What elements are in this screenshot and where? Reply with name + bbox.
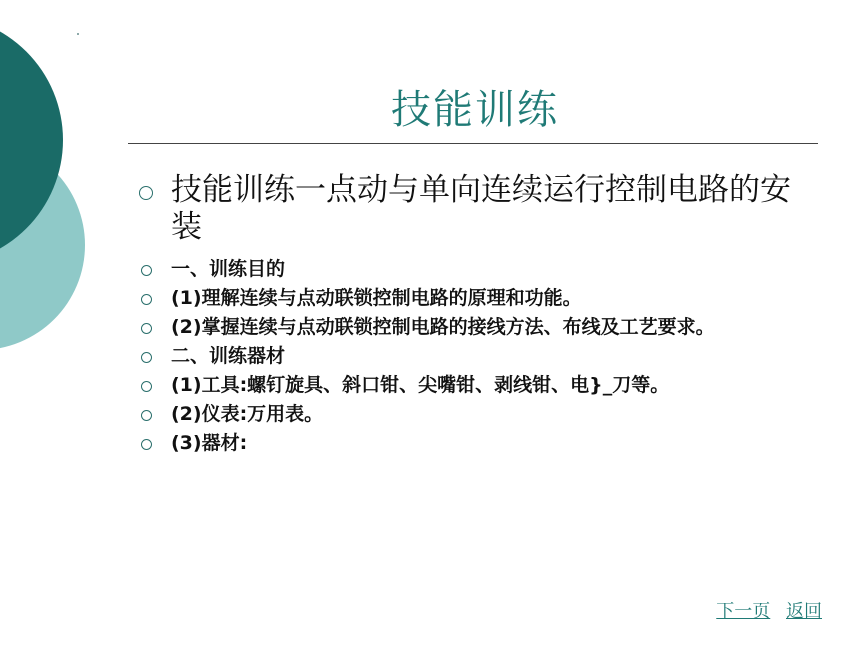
slide-title: 技能训练 bbox=[391, 87, 559, 133]
slide-nav bbox=[706, 597, 822, 623]
list-item bbox=[135, 316, 815, 338]
circle-bullet-icon bbox=[141, 439, 152, 450]
list-item bbox=[135, 345, 815, 367]
circle-bullet-icon bbox=[141, 294, 152, 305]
list-item-text: 二、训练器材 bbox=[171, 345, 286, 367]
list-item bbox=[135, 374, 815, 396]
list-item bbox=[135, 287, 815, 309]
list-item-text: 技能训练一点动与单向连续运行控制电路的安装 bbox=[171, 172, 791, 245]
small-dot bbox=[77, 33, 79, 35]
list-item-text: 一、训练目的 bbox=[171, 258, 286, 280]
list-item-text: (2)仪表:万用表。 bbox=[171, 403, 324, 425]
list-item-text: (1)理解连续与点动联锁控制电路的原理和功能。 bbox=[171, 287, 582, 309]
decorative-circles bbox=[0, 0, 120, 360]
list-item-text: (2)掌握连续与点动联锁控制电路的接线方法、布线及工艺要求。 bbox=[171, 316, 715, 338]
list-item bbox=[135, 432, 815, 454]
circle-bullet-icon bbox=[141, 265, 152, 276]
next-page-link[interactable]: 下一页 bbox=[716, 601, 771, 622]
circle-bullet-icon bbox=[141, 381, 152, 392]
list-item bbox=[135, 258, 815, 280]
title-divider bbox=[128, 143, 818, 144]
list-item-text: (3)器材: bbox=[171, 432, 248, 454]
circle-bullet-icon bbox=[141, 323, 152, 334]
list-item-text: (1)工具:螺钉旋具、斜口钳、尖嘴钳、剥线钳、电}_刀等。 bbox=[171, 374, 670, 396]
bullet-list bbox=[135, 172, 815, 461]
circle-bullet-icon bbox=[141, 352, 152, 363]
back-link[interactable]: 返回 bbox=[786, 601, 822, 622]
list-item bbox=[135, 172, 815, 246]
circle-bullet-icon bbox=[139, 186, 153, 200]
list-item bbox=[135, 403, 815, 425]
circle-bullet-icon bbox=[141, 410, 152, 421]
